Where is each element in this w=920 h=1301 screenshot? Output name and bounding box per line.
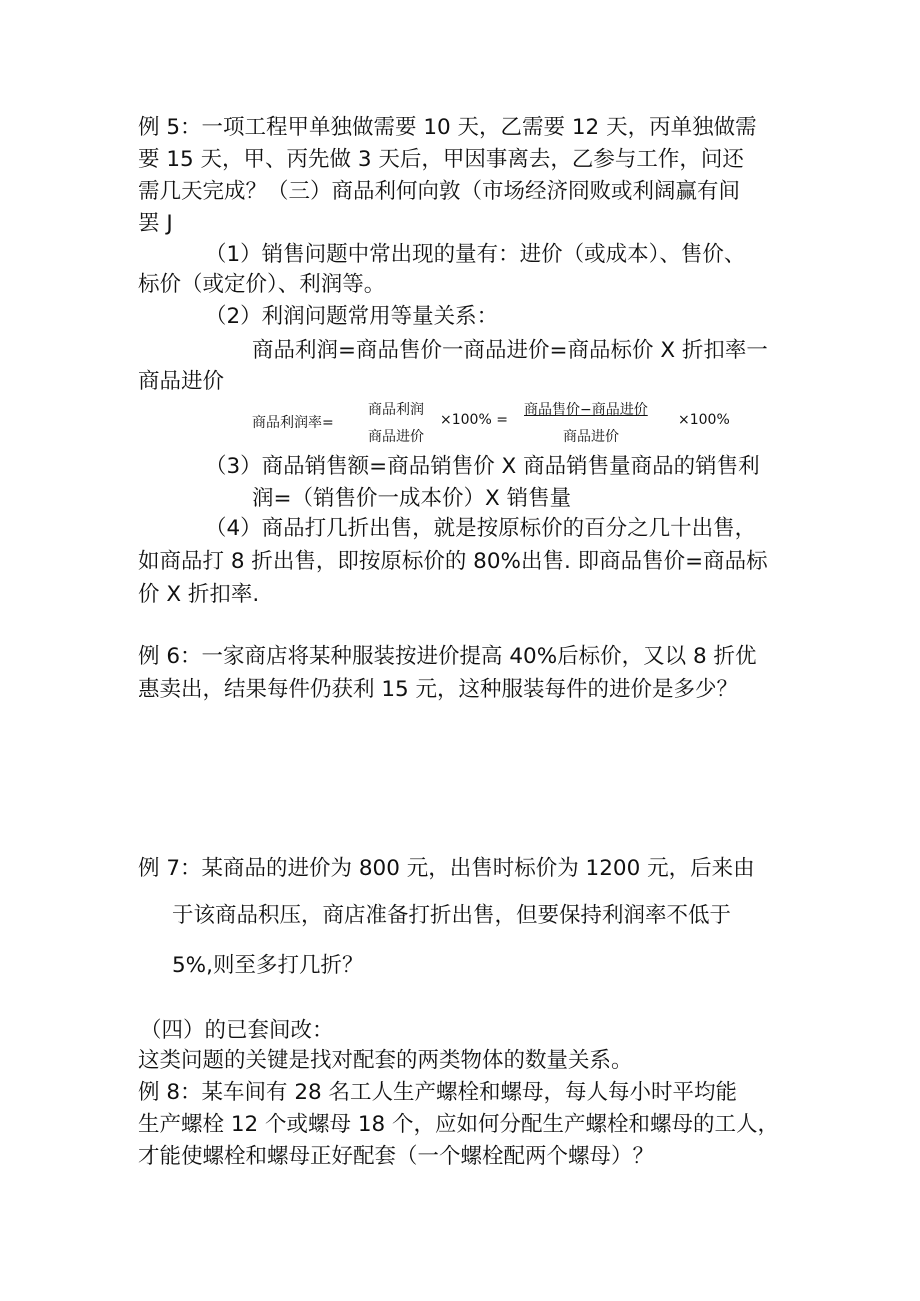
example-5-line-3: 需几天完成？（三）商品利何向敦（市场经济冏败或利阔赢有间 bbox=[138, 179, 741, 204]
discount-line-3: 价 X 折扣率. bbox=[138, 582, 260, 607]
example-8-line-1: 例 8：某车间有 28 名工人生产螺栓和螺母，每人每小时平均能 bbox=[138, 1080, 738, 1105]
example-6-line-2: 惠卖出，结果每件仍获利 15 元，这种服装每件的进价是多少？ bbox=[138, 677, 739, 702]
formula-denominator-2: 商品进价 bbox=[563, 429, 619, 445]
example-5-line-4: 罢 J bbox=[138, 211, 173, 236]
example-7-line-2: 于该商品积压，商店准备打折出售，但要保持利润率不低于 bbox=[172, 903, 732, 928]
example-6-line-1: 例 6：一家商店将某种服装按进价提高 40%后标价，又以 8 折优 bbox=[138, 644, 757, 669]
sales-quantities-line-1: （1）销售问题中常出现的量有：进价（或成本）、售价、 bbox=[205, 242, 746, 267]
formula-middle: ×100% = bbox=[440, 412, 508, 428]
formula-end: ×100% bbox=[678, 412, 730, 428]
example-5-line-2: 要 15 天，甲、丙先做 3 天后，甲因事离去，乙参与工作，问还 bbox=[138, 147, 744, 172]
example-8-line-2: 生产螺栓 12 个或螺母 18 个，应如何分配生产螺栓和螺母的工人， bbox=[138, 1112, 780, 1137]
discount-line-2: 如商品打 8 折出售，即按原标价的 80%出售. 即商品售价=商品标 bbox=[138, 549, 768, 574]
example-5-line-1: 例 5：一项工程甲单独做需要 10 天，乙需要 12 天，丙单独做需 bbox=[138, 115, 757, 140]
example-8-line-3: 才能使螺栓和螺母正好配套（一个螺栓配两个螺母）？ bbox=[138, 1144, 655, 1169]
discount-line-1: （4）商品打几折出售，就是按原标价的百分之几十出售， bbox=[205, 516, 757, 541]
example-7-line-3: 5%,则至多打几折？ bbox=[172, 953, 364, 978]
formula-numerator-1: 商品利润 bbox=[368, 402, 424, 418]
formula-denominator-1: 商品进价 bbox=[368, 429, 424, 445]
sales-quantities-line-2: 标价（或定价）、利润等。 bbox=[138, 272, 386, 297]
section-4-intro: 这类问题的关键是找对配套的两类物体的数量关系。 bbox=[138, 1048, 633, 1073]
sales-amount-line-2: 润=（销售价一成本价）X 销售量 bbox=[252, 486, 572, 511]
example-7-line-1: 例 7：某商品的进价为 800 元，出售时标价为 1200 元，后来由 bbox=[138, 856, 755, 881]
formula-lhs: 商品利润率= bbox=[252, 415, 334, 431]
formula-numerator-2: 商品售价−商品进价 bbox=[524, 402, 648, 418]
profit-equation-line-2: 商品进价 bbox=[138, 369, 225, 394]
section-4-title: （四）的已套间改： bbox=[140, 1018, 334, 1043]
profit-relations-heading: （2）利润问题常用等量关系： bbox=[205, 304, 499, 329]
profit-equation-line-1: 商品利润=商品售价一商品进价=商品标价 X 折扣率一 bbox=[252, 338, 768, 363]
sales-amount-line-1: （3）商品销售额=商品销售价 X 商品销售量商品的销售利 bbox=[205, 454, 760, 479]
